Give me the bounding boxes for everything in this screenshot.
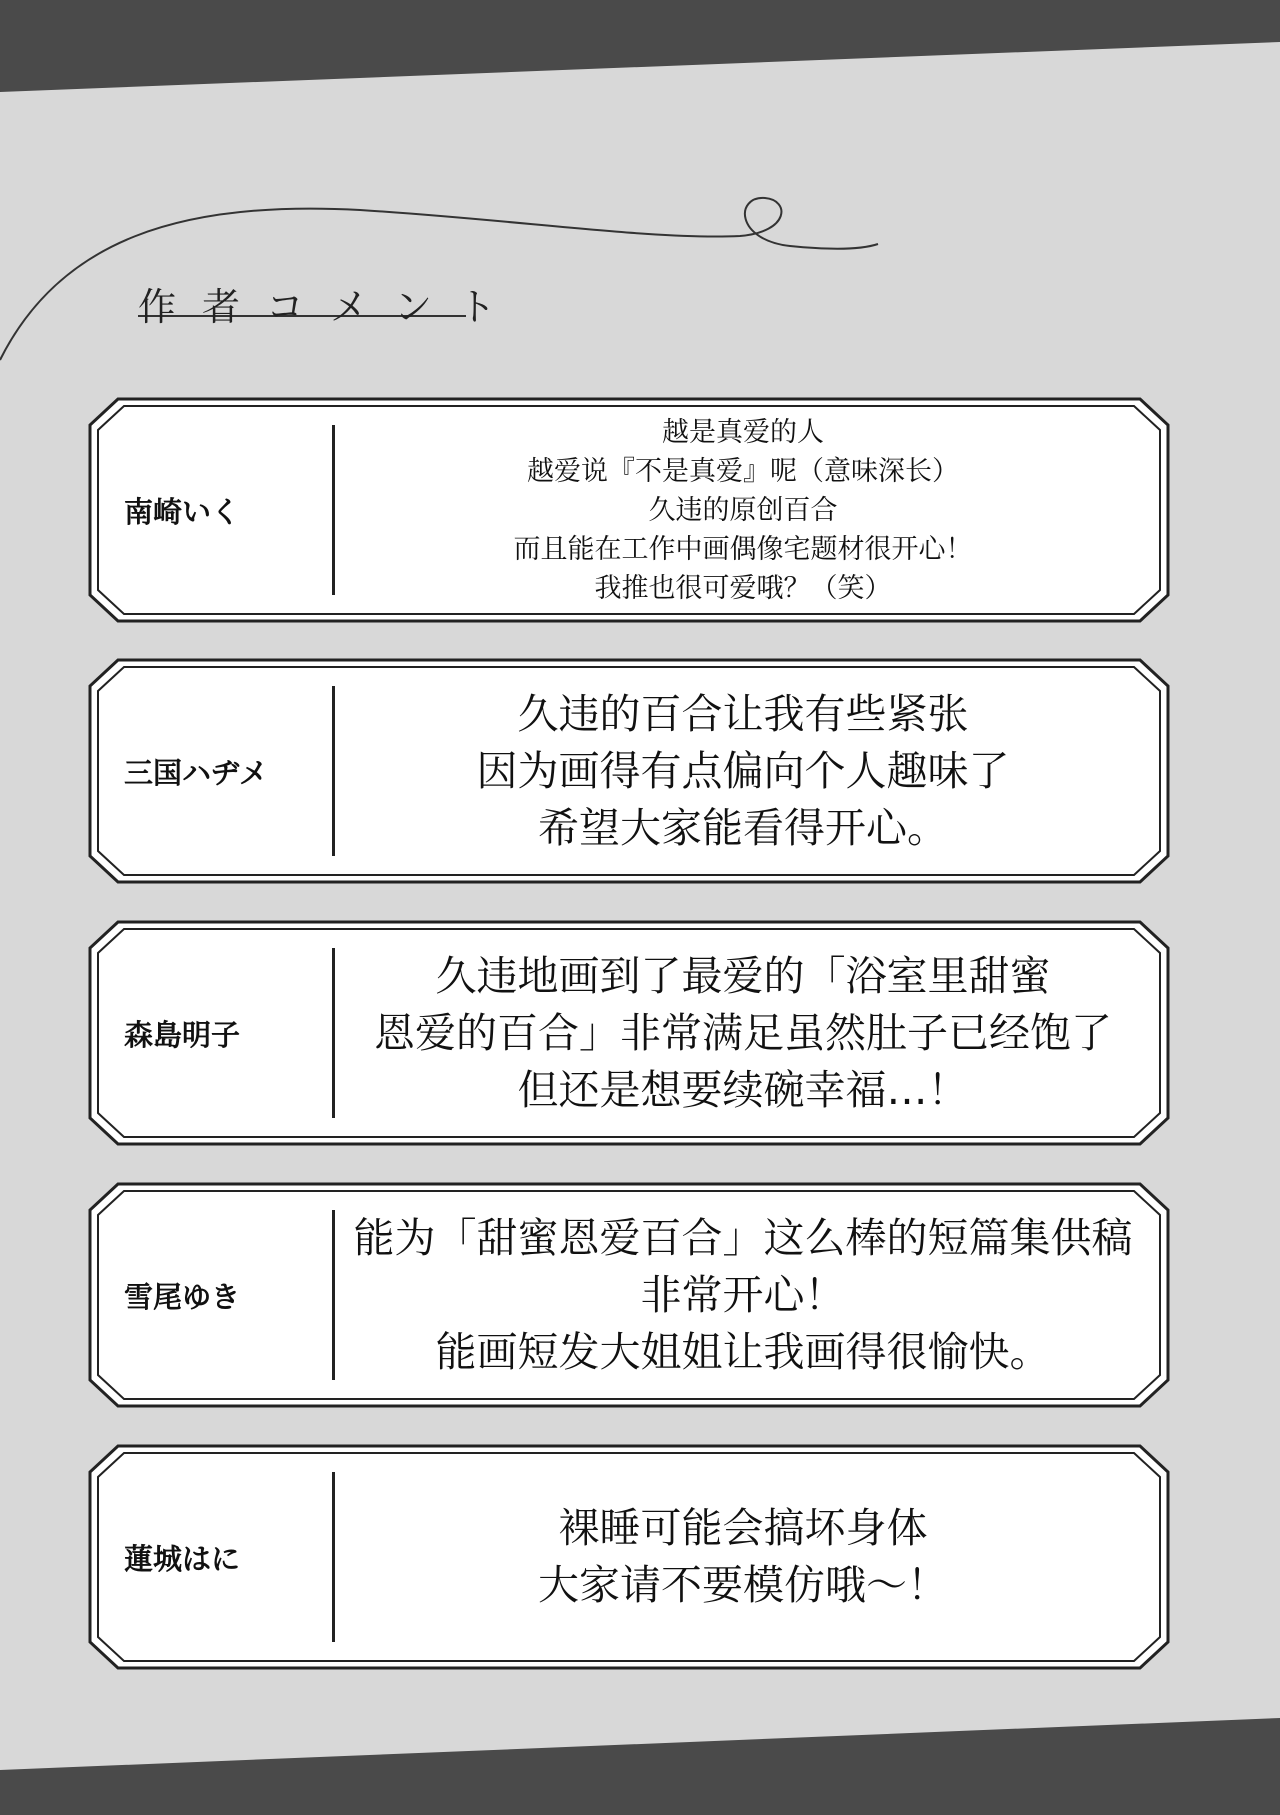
comment-line: 越爱说『不是真爱』呢（意味深长） xyxy=(527,455,959,487)
divider xyxy=(332,948,335,1118)
comment-text xyxy=(338,411,1148,609)
comment-text xyxy=(338,672,1148,870)
comment-card-3 xyxy=(88,920,1170,1146)
comment-line: 我推也很可爱哦？（笑） xyxy=(594,572,892,604)
page-title: 作者コメント xyxy=(138,285,523,329)
comment-line: 久违的百合让我有些紧张 xyxy=(517,689,969,738)
comment-line: 久违地画到了最爱的「浴室里甜蜜 xyxy=(435,951,1051,1000)
comment-card-5 xyxy=(88,1444,1170,1670)
comment-line: 久违的原创百合 xyxy=(648,494,838,526)
comment-card-2 xyxy=(88,658,1170,884)
comment-line: 越是真爱的人 xyxy=(662,416,824,448)
divider xyxy=(332,425,335,595)
divider xyxy=(332,1210,335,1380)
comment-line: 大家请不要模仿哦～！ xyxy=(538,1561,948,1609)
comment-line: 裸睡可能会搞坏身体 xyxy=(558,1504,928,1552)
divider xyxy=(332,686,335,856)
comment-line: 恩爱的百合」非常满足虽然肚子已经饱了 xyxy=(374,1008,1112,1057)
author-name: 南崎いく xyxy=(124,494,241,529)
comment-line: 而且能在工作中画偶像宅题材很开心！ xyxy=(513,533,973,565)
comment-card-1 xyxy=(88,397,1170,623)
author-name: 森島明子 xyxy=(124,1017,241,1052)
comment-line: 希望大家能看得开心。 xyxy=(538,803,948,852)
comment-line: 但还是想要续碗幸福…！ xyxy=(517,1065,969,1114)
comment-line: 非常开心！ xyxy=(640,1270,846,1319)
author-name: 蓮城はに xyxy=(124,1541,241,1576)
comment-line: 能为「甜蜜恩爱百合」这么棒的短篇集供稿 xyxy=(353,1213,1133,1262)
comment-line: 能画短发大姐姐让我画得很愉快。 xyxy=(435,1327,1051,1376)
author-name: 三国ハヂメ xyxy=(124,755,268,790)
comment-text xyxy=(338,934,1148,1132)
comment-text xyxy=(338,1196,1148,1394)
divider xyxy=(332,1472,335,1642)
author-name: 雪尾ゆき xyxy=(124,1279,241,1314)
comment-text xyxy=(338,1458,1148,1656)
comment-card-4 xyxy=(88,1182,1170,1408)
comment-line: 因为画得有点偏向个人趣味了 xyxy=(476,746,1010,795)
